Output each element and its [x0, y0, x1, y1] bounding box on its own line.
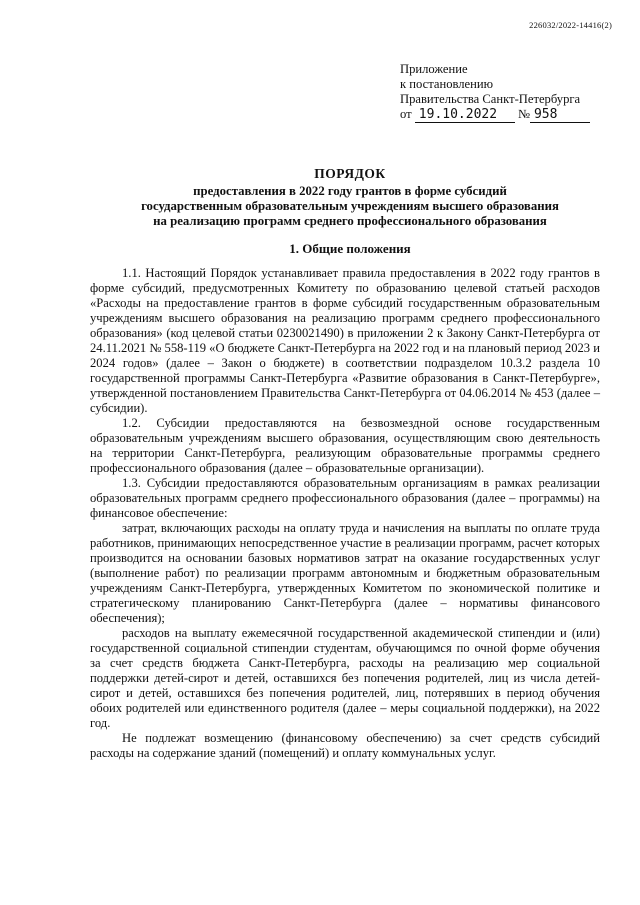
paragraph-1-2: 1.2. Субсидии предоставляются на безвозмездной основе государственным образовательным учреждениям высшего образования, осуществляющим свою деятельность на территории Санкт-Петербурга, реализующим образовательные программы среднего профессионального образования (далее – образовательные организации).: [90, 416, 600, 475]
paragraph-exclusions: Не подлежат возмещению (финансовому обеспечению) за счет средств субсидий расходы на содержание зданий (помещений) и оплату коммунальных услуг.: [90, 731, 600, 760]
title-line-2: государственным образовательным учреждениям высшего образования: [141, 199, 559, 213]
paragraph-costs: затрат, включающих расходы на оплату труда и начисления на выплаты по оплате труда работников, принимающих непосредственное участие в реализации программ, расчет которых производится на основании базовых нормативов затрат на оказание государственных услуг (выполнение работ) по реализации программ автономным и бюджетным образовательным учреждениям Санкт-Петербурга, утвержденных Комитетом по экономической политике и стратегическому планированию Санкт-Петербурга (далее – нормативы финансового обеспечения);: [90, 521, 600, 625]
section-heading: 1. Общие положения: [289, 241, 411, 256]
appendix-date-line: [400, 107, 590, 123]
appendix-block: [400, 62, 590, 123]
appendix-line-1: Приложение: [400, 62, 468, 76]
handwritten-date: 19.10.2022: [415, 107, 515, 123]
paragraph-1-3: 1.3. Субсидии предоставляются образовательным организациям в рамках реализации образовательных программ среднего профессионального образования (далее – программы) на финансовое обеспечение:: [90, 476, 600, 520]
document-id: 226032/2022-14416(2): [529, 20, 612, 30]
title-main: ПОРЯДОК: [314, 166, 386, 181]
appendix-line-3: Правительства Санкт-Петербурга: [400, 92, 581, 106]
handwritten-number: 958: [530, 107, 590, 123]
paragraph-stipends: расходов на выплату ежемесячной государственной академической стипендии и (или) государственной социальной стипендии студентам, обучающимся по очной форме обучения за счет средств бюджета Санкт-Петербурга, расходы на реализацию мер социальной поддержки детей-сирот и детей, оставшихся без попечения родителей, лиц из числа детей-сирот и детей, оставшихся без попечения родителей, лиц, потерявших в период обучения обоих родителей или единственного родителя (далее – меры социальной поддержки), на 2022 год.: [90, 626, 600, 730]
number-label: №: [517, 107, 530, 121]
title-line-1: предоставления в 2022 году грантов в форме субсидий: [193, 184, 507, 198]
from-label: от: [400, 107, 412, 121]
document-body: [90, 266, 600, 761]
appendix-line-2: к постановлению: [400, 77, 494, 91]
title-line-3: на реализацию программ среднего профессионального образования: [153, 214, 547, 228]
paragraph-1-1: 1.1. Настоящий Порядок устанавливает правила предоставления в 2022 году грантов в форме субсидий, предусмотренных Комитету по образованию целевой статьей расходов «Расходы на предоставление грантов в форме субсидий государственным образовательным учреждениям высшего образования на реализацию программ среднего профессионального образования» (код целевой статьи 0230021490) в приложении 2 к Закону Санкт-Петербурга от 24.11.2021 № 558-119 «О бюджете Санкт-Петербурга на 2022 год и на плановый период 2023 и 2024 годов» (далее – Закон о бюджете) в соответствии подразделом 10.3.2 раздела 10 государственной программы Санкт-Петербурга «Развитие образования в Санкт-Петербурге», утвержденной постановлением Правительства Санкт-Петербурга от 04.06.2014 № 453 (далее – субсидии).: [90, 266, 600, 415]
document-title: [90, 166, 610, 229]
